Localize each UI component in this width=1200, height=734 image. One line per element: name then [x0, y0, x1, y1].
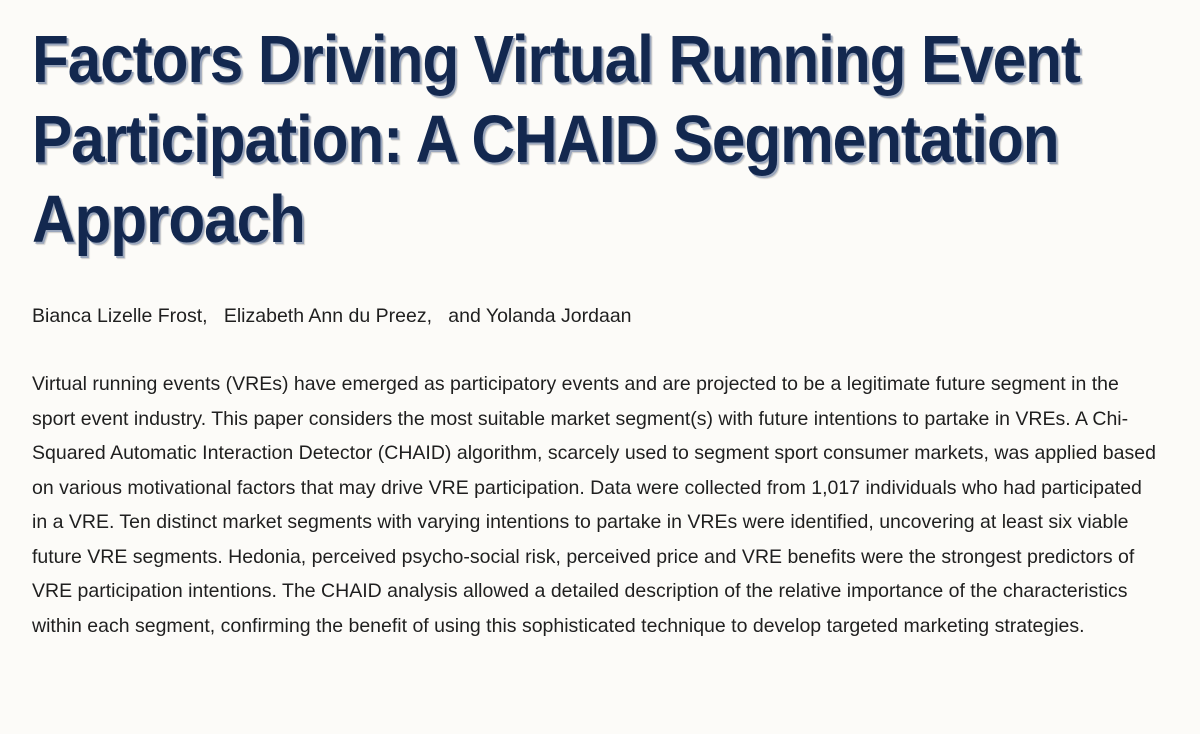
author-name: Elizabeth Ann du Preez,: [223, 305, 432, 327]
author-name: and Yolanda Jordaan: [448, 305, 632, 327]
paper-header: [32, 20, 1172, 637]
author-list: [32, 305, 632, 328]
author-name: Bianca Lizelle Frost,: [32, 305, 208, 327]
abstract-text: Virtual running events (VREs) have emerged as participatory events and are projected to be a legitimate future segment in the sport event industry. This paper considers the most suitable market segment(s) with future intentions to partake in VREs. A Chi-Squared Automatic Interaction Detector (CHAID) algorithm, scarcely used to segment sport consumer markets, was applied based on various motivational factors that may drive VRE participation. Data were collected from 1,017 individuals who had participated in a VRE. Ten distinct market segments with varying intentions to partake in VREs were identified, uncovering at least six viable future VRE segments. Hedonia, perceived psycho-social risk, perceived price and VRE benefits were the strongest predictors of VRE participation intentions. The CHAID analysis allowed a detailed description of the relative importance of the characteristics within each segment, confirming the benefit of using this sophisticated technique to develop targeted marketing strategies.: [32, 373, 1156, 637]
paper-title: Factors Driving Virtual Running Event Participation: A CHAID Segmentation Approach: [32, 22, 1080, 257]
